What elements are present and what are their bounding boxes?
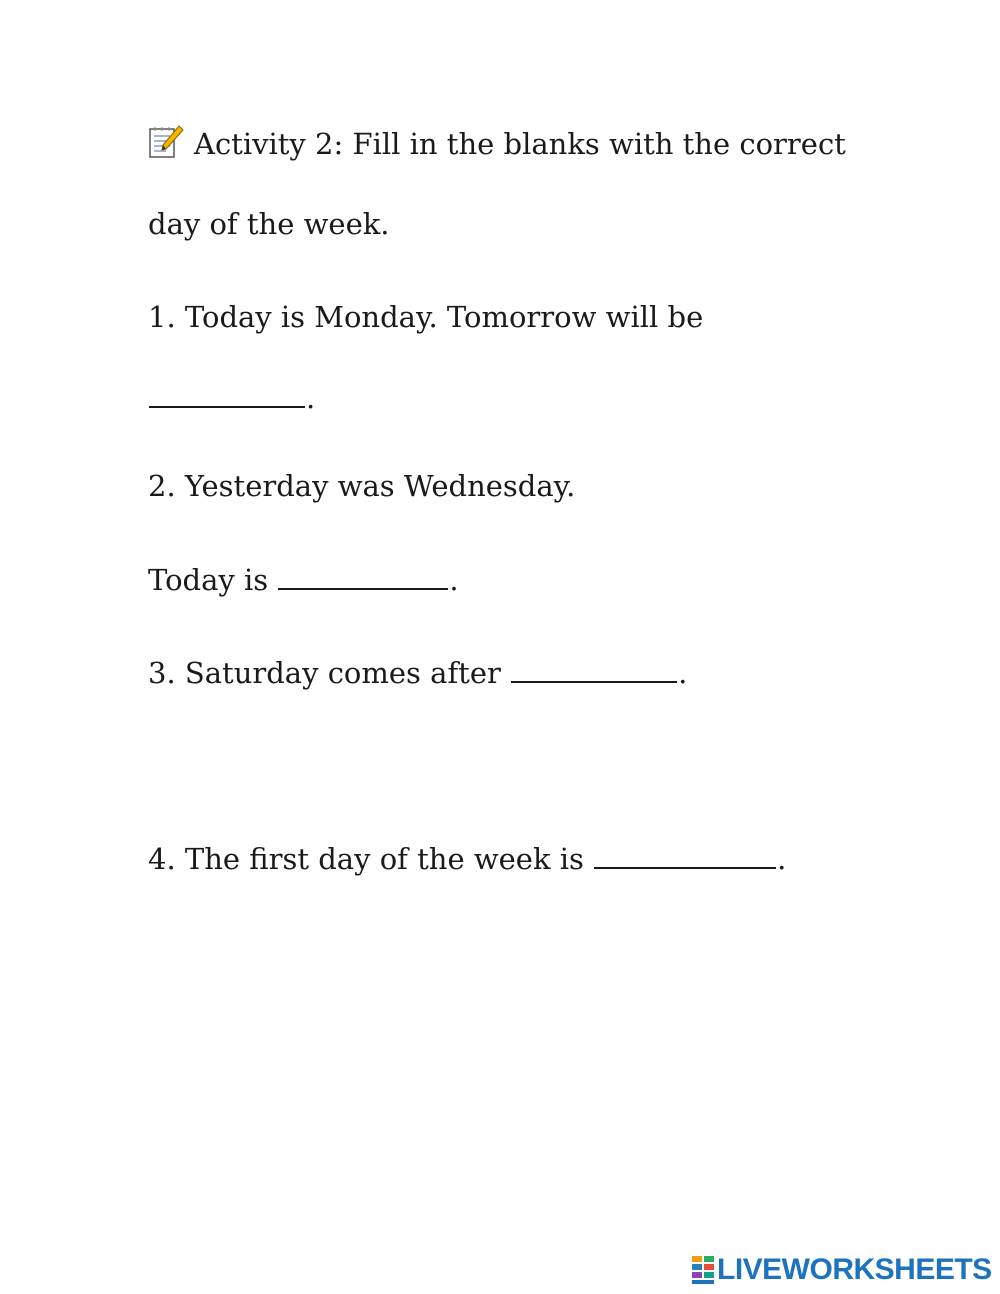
question-2-line2: Today is: [148, 563, 278, 597]
answer-blank-3[interactable]: [511, 677, 677, 683]
liveworksheets-logo-icon: [692, 1256, 714, 1284]
question-4-text: 4. The first day of the week is: [148, 842, 594, 876]
question-1-end: .: [306, 381, 316, 415]
question-3: [148, 655, 687, 691]
heading-line-2: day of the week.: [148, 207, 390, 241]
liveworksheets-logo: [692, 1252, 992, 1288]
heading-line-1: Activity 2: Fill in the blanks with the correct: [194, 127, 846, 161]
answer-blank-2[interactable]: [278, 584, 448, 590]
answer-blank-4[interactable]: [594, 863, 776, 869]
brand-name: LIVEWORKSHEETS: [717, 1253, 992, 1286]
memo-icon: [148, 124, 184, 160]
question-3-end: .: [678, 656, 688, 690]
question-4: [148, 841, 786, 877]
question-2-end: .: [449, 563, 459, 597]
question-2-answer: [148, 562, 459, 598]
worksheet-heading: [148, 124, 846, 162]
question-4-end: .: [777, 842, 787, 876]
question-1: 1. Today is Monday. Tomorrow will be: [148, 300, 704, 334]
question-3-text: 3. Saturday comes after: [148, 656, 511, 690]
question-1-answer: [148, 380, 315, 416]
question-2: 2. Yesterday was Wednesday.: [148, 469, 576, 503]
answer-blank-1[interactable]: [149, 402, 305, 408]
